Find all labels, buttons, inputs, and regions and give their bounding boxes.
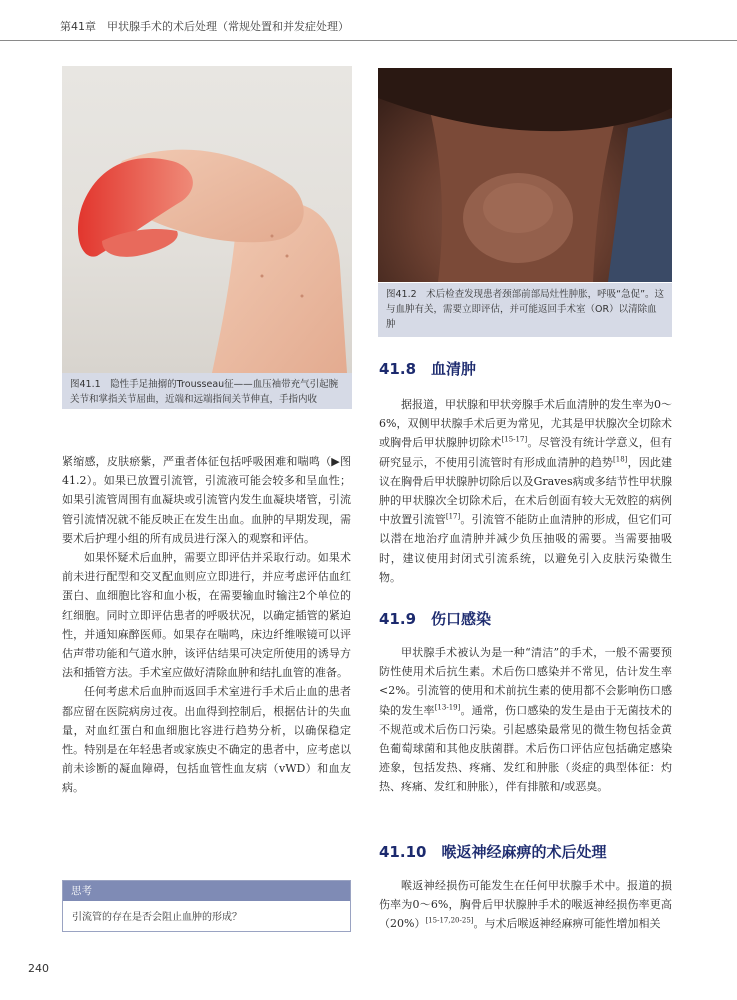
citation: [15-17,20-25] <box>425 916 474 925</box>
section-heading-41-9: 41.9 伤口感染 <box>379 610 492 628</box>
paragraph: 任何考虑术后血肿而返回手术室进行手术后止血的患者都应留在医院病房过夜。出血得到控制后，根据估计的失血量，对血红蛋白和血细胞比容进行趋势分析，以确保稳定性。特别是在年轻患者或家族史不确定的患者中，应考虑以前未诊断的凝血障碍，包括血管性血友病（vWD）和血友病。 <box>62 685 351 795</box>
neck-swelling-illustration <box>378 68 672 282</box>
text-run: 。引流管不能防止血清肿的形成，但它们可以潜在地治疗血清肿并减少负压抽吸的需要。当需要抽吸时，建议使用封闭式引流系统，以避免引入皮肤污染微生物。 <box>379 513 673 584</box>
think-box-title: 思考 <box>63 881 350 901</box>
section-41-10-text <box>379 876 672 934</box>
figure-41-2-photo <box>378 68 672 282</box>
think-box <box>62 880 351 932</box>
running-header <box>0 0 737 41</box>
figure-41-1-caption: 图41.1 隐性手足抽搦的Trousseau征——血压袖带充气引起腕关节和掌指关节屈曲，近端和远端指间关节伸直，手指内收 <box>62 373 352 409</box>
text-run: 。通常，伤口感染的发生是由于无菌技术的不规范或术后伤口污染。引起感染最常见的微生物包括金黄色葡萄球菌和其他皮肤菌群。术后伤口评估应包括确定感染迹象，包括发热、疼痛、发红和肿胀（炎症的典型体征：灼热、疼痛、发红和肿胀），伴有排脓和/或恶臭。 <box>379 703 673 794</box>
paragraph <box>379 395 672 587</box>
text-run: ，因此建议在胸骨后甲状腺肿切除后以及Graves病或多结节性甲状腺肿的甲状腺次全切除术后，在术后创面有较大无效腔的病例中放置引流管 <box>379 455 673 527</box>
page-number: 240 <box>28 962 49 975</box>
paragraph <box>379 643 672 797</box>
citation: [17] <box>445 512 461 521</box>
trousseau-hand-illustration <box>62 66 352 373</box>
section-heading-41-10: 41.10 喉返神经麻痹的术后处理 <box>379 843 607 861</box>
text-run: 。与术后喉返神经麻痹可能性增加相关 <box>473 917 661 931</box>
text-run: 甲状腺手术被认为是一种“清洁”的手术，一般不需要预防性使用术后抗生素。术后伤口感染并不常见，估计发生率<2%。引流管的使用和术前抗生素的使用都不会影响伤口感染的发生率 <box>379 646 672 717</box>
citation: [18] <box>613 454 628 463</box>
left-column-text <box>62 452 351 798</box>
section-41-9-text <box>379 643 672 797</box>
text-run: 。尽管没有统计学意义，但有研究显示，不使用引流管时有形成血清肿的趋势 <box>379 436 673 469</box>
figure-41-1-photo <box>62 66 352 373</box>
paragraph: 如果怀疑术后血肿，需要立即评估并采取行动。如果术前未进行配型和交叉配血则应立即进行，并应考虑评估血红蛋白、血细胞比容和血小板，在需要输血时输注2个单位的红细胞。同时立即评估患者的呼吸状况，以确定插管的紧迫性，并通知麻醉医师。如果存在喘鸣，床边纤维喉镜可以评估声带功能和气道水肿，该评估结果可决定所使用的诱导方法和插管方法。手术室应做好清除血肿和结扎血管的准备。 <box>62 551 351 680</box>
paragraph: 紧缩感，皮肤瘀紫，严重者体征包括呼吸困难和喘鸣（▶图41.2）。如果已放置引流管，引流液可能会较多和呈血性；如果引流管周围有血凝块或引流管内发生血凝块堵管，引流管引流情况就不能反映正在发生出血。血肿的早期发现，需要术后护理小组的所有成员进行深入的观察和评估。 <box>62 455 351 545</box>
citation: [13-19] <box>434 702 461 711</box>
chapter-title: 第41章 甲状腺手术的术后处理（常规处置和并发症处理） <box>60 20 349 33</box>
paragraph <box>379 876 672 934</box>
section-heading-41-8: 41.8 血清肿 <box>379 360 477 378</box>
text-run: 据报道，甲状腺和甲状旁腺手术后血清肿的发生率为0～6%，双侧甲状腺手术后更为常见，尤其是甲状腺次全切除术或胸骨后甲状腺肿切除术 <box>379 398 672 450</box>
think-box-question: 引流管的存在是否会阻止血肿的形成？ <box>72 912 242 923</box>
figure-41-2-caption: 图41.2 术后检查发现患者颈部前部局灶性肿胀，呼吸“急促”。这与血肿有关，需要立即评估，并可能返回手术室（OR）以清除血肿 <box>378 283 672 337</box>
section-41-8-text <box>379 395 672 587</box>
citation: [15-17] <box>501 435 528 444</box>
text-run: 喉返神经损伤可能发生在任何甲状腺手术中。报道的损伤率为0～6%，胸骨后甲状腺肿手术的喉返神经损伤率更高（20%） <box>379 879 672 931</box>
